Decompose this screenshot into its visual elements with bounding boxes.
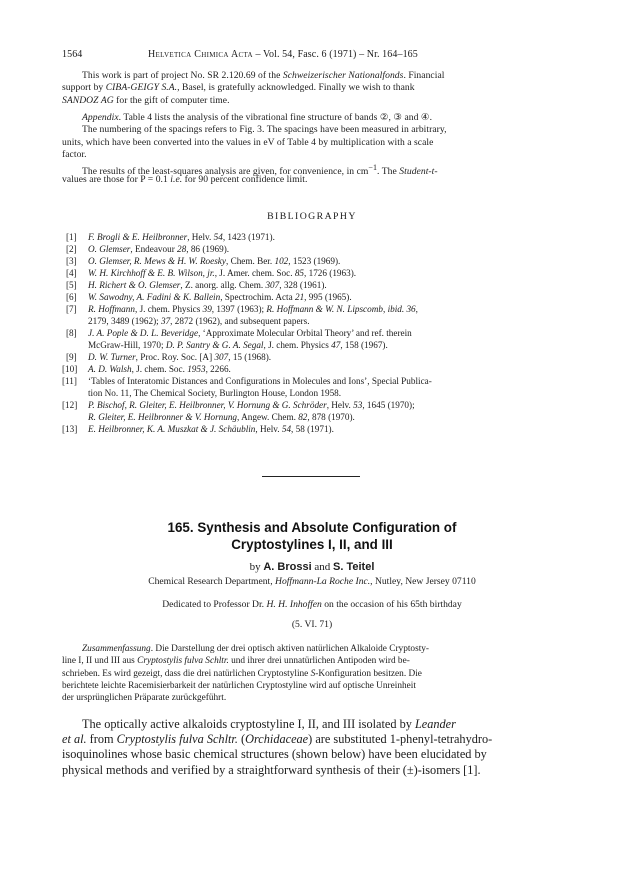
reference-item <box>66 256 340 268</box>
reference-item <box>66 232 275 244</box>
reference-number: [8] <box>66 328 77 338</box>
reference-text: R. Hoffmann, J. chem. Physics 39, 1397 (1963); R. Hoffmann & W. N. Lipscomb, ibid. 36, <box>88 304 418 314</box>
reference-number: [9] <box>66 352 77 362</box>
reference-continuation: McGraw-Hill, 1970; D. P. Santry & G. A. Segal, J. chem. Physics 47, 158 (1967). <box>88 340 388 350</box>
reference-text: W. Sawodny, A. Fadini & K. Ballein, Spectrochim. Acta 21, 995 (1965). <box>88 292 352 302</box>
reference-number: [6] <box>66 292 77 302</box>
reference-item <box>66 352 271 364</box>
body-line: et al. from Cryptostylis fulva Schltr. (Orchidaceae) are substituted 1-phenyl-tetrahydro- <box>62 732 493 747</box>
abstract-line: der ursprünglichen Präparate zurückgeführt. <box>62 693 227 704</box>
reference-text: E. Heilbronner, K. A. Muszkat & J. Schäublin, Helv. 54, 58 (1971). <box>88 424 334 434</box>
reference-text: F. Brogli & E. Heilbronner, Helv. 54, 1423 (1971). <box>88 232 275 242</box>
acknowledgement-line: SANDOZ AG for the gift of computer time. <box>62 94 230 106</box>
section-divider <box>262 476 360 477</box>
byline-prefix: by <box>249 561 261 573</box>
reference-text: J. A. Pople & D. L. Beveridge, ‘Approximate Molecular Orbital Theory’ and ref. therein <box>88 328 412 338</box>
reference-continuation: tion No. 11, The Chemical Society, Burlington House, London 1958. <box>88 388 342 398</box>
reference-number: [13] <box>62 424 78 434</box>
reference-text: O. Glemser, R. Mews & H. W. Roesky, Chem. Ber. 102, 1523 (1969). <box>88 256 341 266</box>
article-title-line: 165. Synthesis and Absolute Configuration of <box>167 520 457 535</box>
reference-item <box>66 280 327 292</box>
byline-conjunction: and <box>314 561 331 573</box>
body-line: isoquinolines whose basic chemical structures (shown below) have been elucidated by <box>62 747 487 762</box>
reference-number: [4] <box>66 268 77 278</box>
reference-continuation: R. Gleiter, E. Heilbronner & V. Hornung, Angew. Chem. 82, 878 (1970). <box>88 412 355 422</box>
body-line: The optically active alkaloids cryptostyline I, II, and III isolated by Leander <box>82 717 456 731</box>
abstract-line: berichtete leichte Racemisierbarkeit der natürlichen Cryptostyline wird auf optische Unreinheit <box>62 680 416 691</box>
running-header <box>148 49 418 60</box>
reference-item <box>66 304 418 316</box>
reference-item <box>62 364 231 376</box>
reference-number: [10] <box>62 364 78 374</box>
appendix-line: factor. <box>62 149 87 161</box>
appendix-line: Appendix. Table 4 lists the analysis of the vibrational fine structure of bands ②, ③ and ④. <box>82 112 433 123</box>
reference-text: O. Glemser, Endeavour 28, 86 (1969). <box>88 244 230 254</box>
reference-text: D. W. Turner, Proc. Roy. Soc. [A] 307, 15 (1968). <box>88 352 272 362</box>
page-number: 1564 <box>62 49 83 60</box>
reference-item <box>66 292 352 304</box>
reference-continuation: 2179, 3489 (1962); 37, 2872 (1962), and subsequent papers. <box>88 316 310 326</box>
reference-item <box>62 376 432 388</box>
reference-text: A. D. Walsh, J. chem. Soc. 1953, 2266. <box>88 364 231 374</box>
reference-number: [1] <box>66 232 77 242</box>
reference-text: W. H. Kirchhoff & E. B. Wilson, jr., J. Amer. chem. Soc. 85, 1726 (1963). <box>88 268 357 278</box>
reference-item <box>62 400 415 412</box>
abstract-line: line I, II und III aus Cryptostylis fulva Schltr. und ihrer drei unnatürlichen Antipoden wird be- <box>62 656 410 667</box>
abstract-line: Zusammenfassung. Die Darstellung der drei optisch aktiven natürlichen Alkaloide Cryptosty- <box>82 644 430 654</box>
reference-item <box>66 244 229 256</box>
volume-info: – Vol. 54, Fasc. 6 (1971) – Nr. 164–165 <box>255 49 418 60</box>
reference-text: H. Richert & O. Glemser, Z. anorg. allg. Chem. 307, 328 (1961). <box>88 280 327 290</box>
byline <box>0 561 624 573</box>
appendix-line: The numbering of the spacings refers to Fig. 3. The spacings have been measured in arbitrary, <box>82 124 447 136</box>
reference-number: [2] <box>66 244 77 254</box>
received-date: (5. VI. 71) <box>291 619 333 630</box>
appendix-line: values are those for P = 0.1 i.e. for 90 percent confidence limit. <box>62 174 308 185</box>
dedication: Dedicated to Professor Dr. H. H. Inhoffen on the occasion of his 65th birthday <box>162 599 462 610</box>
body-line: physical methods and verified by a straightforward synthesis of their (±)-isomers [1]. <box>62 762 481 777</box>
journal-name: Helvetica Chimica Acta <box>148 49 253 60</box>
appendix-line: units, which have been converted into the values in eV of Table 4 by multiplication with a scale <box>62 136 434 148</box>
reference-number: [5] <box>66 280 77 290</box>
reference-item <box>66 328 412 340</box>
abstract-line: schrieben. Es wird gezeigt, dass die drei natürlichen Cryptostyline S-Konfiguration besitzen. Die <box>62 668 422 679</box>
bibliography-heading: BIBLIOGRAPHY <box>267 211 357 222</box>
article-title-line: Cryptostylines I, II, and III <box>231 537 393 552</box>
acknowledgement-line: support by CIBA-GEIGY S.A., Basel, is gratefully acknowledged. Finally we wish to thank <box>62 82 415 94</box>
author-name: A. Brossi <box>263 561 312 573</box>
reference-number: [3] <box>66 256 77 266</box>
reference-number: [7] <box>66 304 77 314</box>
acknowledgement-line: This work is part of project No. SR 2.120.69 of the Schweizerischer Nationalfonds. Financial <box>82 70 445 81</box>
appendix-line: The results of the least-squares analysis are given, for convenience, in $cm^{-1}$. The Student-t- <box>82 162 438 177</box>
affiliation: Chemical Research Department, Hoffmann-La Roche Inc., Nutley, New Jersey 07110 <box>148 576 476 587</box>
reference-text: ‘Tables of Interatomic Distances and Configurations in Molecules and Ions’, Special Publica- <box>88 376 432 386</box>
reference-item <box>62 424 334 436</box>
reference-item <box>66 268 356 280</box>
author-name: S. Teitel <box>333 561 375 573</box>
reference-text: P. Bischof, R. Gleiter, E. Heilbronner, V. Hornung & G. Schröder, Helv. 53, 1645 (1970); <box>88 400 415 410</box>
reference-number: [12] <box>62 400 78 410</box>
reference-number: [11] <box>62 376 77 386</box>
